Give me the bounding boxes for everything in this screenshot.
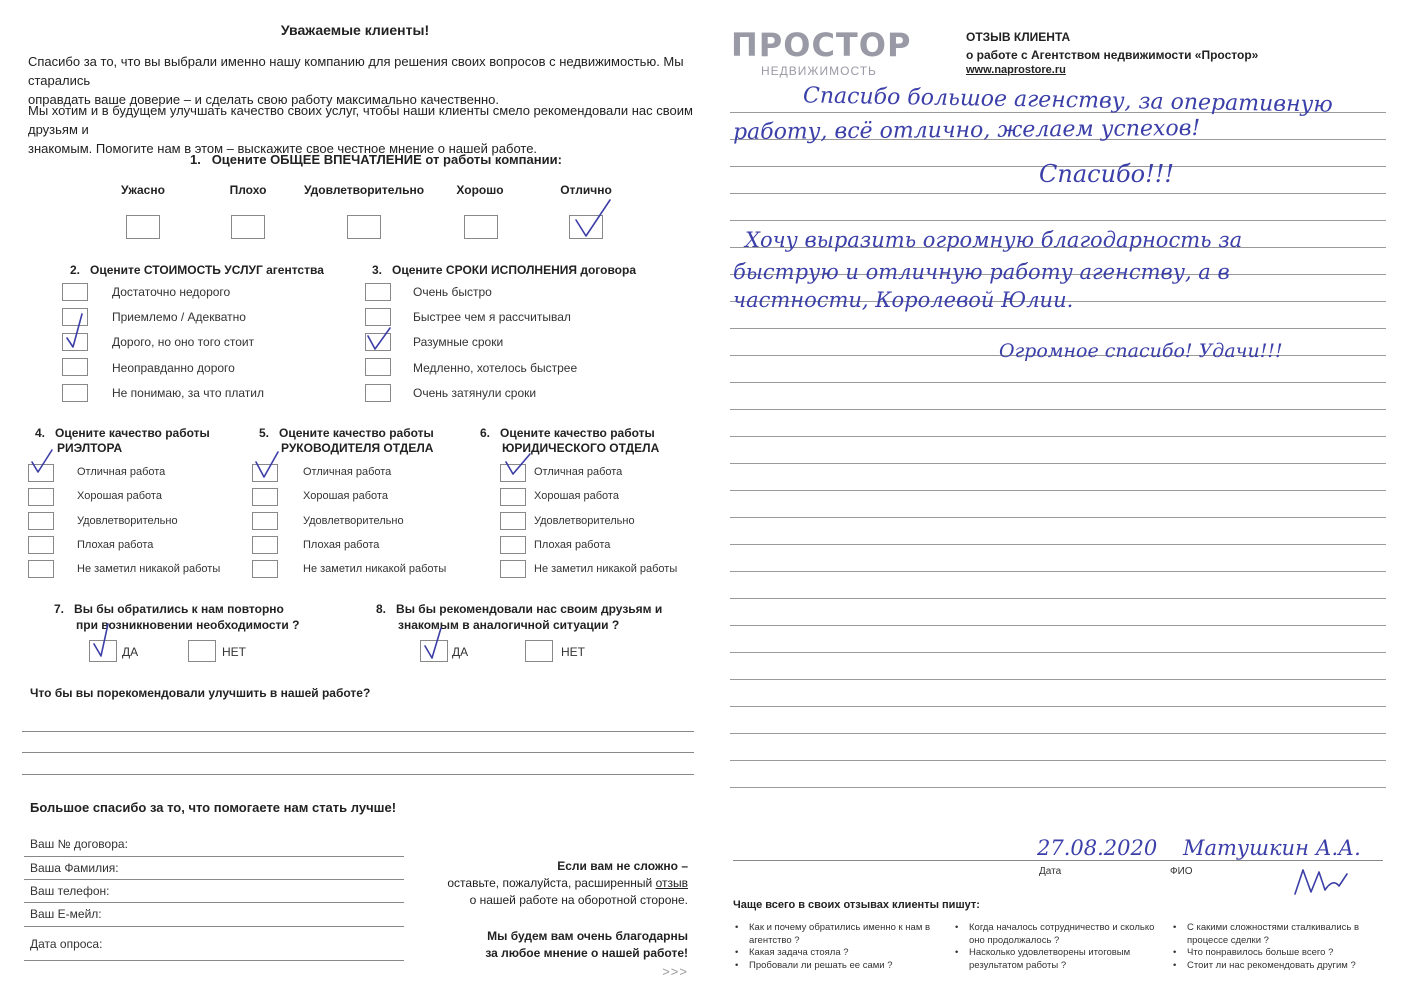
- q5-option: Не заметил никакой работы: [303, 563, 447, 575]
- review-page: [703, 0, 1406, 1000]
- q4-title: [35, 426, 210, 456]
- q5-checkbox[interactable]: [252, 488, 278, 506]
- q4-option: Не заметил никакой работы: [77, 563, 221, 575]
- q6-option: Отличная работа: [534, 466, 623, 478]
- review-ruled-line[interactable]: [730, 409, 1386, 410]
- q2-option: Достаточно недорого: [112, 285, 231, 299]
- q4-checkbox[interactable]: [28, 560, 54, 578]
- tip-item: • Стоит ли нас рекомендовать другим ?: [1173, 959, 1356, 971]
- review-ruled-line[interactable]: [730, 787, 1386, 788]
- q1-option-label: Ужасно: [121, 183, 165, 197]
- q7-no-checkbox[interactable]: [188, 640, 216, 662]
- q1-number: 1.: [190, 152, 201, 167]
- handwritten-line: быструю и отличную работу агенству, а в: [733, 260, 1230, 284]
- q3-title-text: Оцените СРОКИ ИСПОЛНЕНИЯ договора: [392, 263, 637, 277]
- surname-field[interactable]: [24, 879, 404, 880]
- q3-checkbox[interactable]: [365, 384, 391, 402]
- q8-yes-label: ДА: [452, 645, 469, 659]
- intro1-line1: Спасибо за то, что вы выбрали именно нашу компанию для решения своих вопросов с недвижимостью. Мы старались: [28, 54, 684, 88]
- tip-item: • Когда началось сотрудничество и сколько оно продолжалось ?: [955, 922, 1155, 946]
- q5-checkbox[interactable]: [252, 512, 278, 530]
- tip-text: Что понравилось больше всего ?: [1187, 947, 1334, 958]
- intro-paragraph-2: [28, 101, 698, 158]
- q6-option: Не заметил никакой работы: [534, 563, 678, 575]
- q8-number: 8.: [376, 602, 387, 616]
- q1-checkbox-satisfactory[interactable]: [347, 215, 381, 239]
- q6-title-line2: ЮРИДИЧЕСКОГО ОТДЕЛА: [502, 441, 660, 455]
- q2-checkbox[interactable]: [62, 358, 88, 376]
- prostor-logo: ПРОСТОР: [731, 26, 912, 64]
- tip-item: • Какая задача стояла ?: [735, 947, 849, 958]
- improve-answer-line[interactable]: [22, 752, 694, 753]
- note-line2-text: оставьте, пожалуйста, расширенный: [447, 876, 656, 890]
- q3-option: Медленно, хотелось быстрее: [413, 361, 578, 375]
- q7-yes-label: ДА: [122, 645, 139, 659]
- q6-check-mark-icon: [504, 452, 534, 478]
- q8-title: [376, 601, 662, 633]
- q1-checkbox-good[interactable]: [464, 215, 498, 239]
- q3-option: Очень быстро: [413, 285, 492, 299]
- q5-title-line2: РУКОВОДИТЕЛЯ ОТДЕЛА: [281, 441, 434, 455]
- contract-number-field[interactable]: [24, 856, 404, 857]
- q4-number: 4.: [35, 426, 46, 440]
- email-field[interactable]: [24, 926, 404, 927]
- handwritten-line: Спасибо!!!: [1039, 160, 1175, 188]
- handwritten-fio: Матушкин А.А.: [1183, 836, 1361, 860]
- review-ruled-line[interactable]: [730, 220, 1386, 221]
- q7-title-line1: Вы бы обратились к нам повторно: [74, 602, 284, 616]
- next-page-arrows: >>>: [662, 964, 688, 979]
- q5-option: Хорошая работа: [303, 490, 388, 502]
- improve-answer-line[interactable]: [22, 731, 694, 732]
- tip-text: С какими сложностями сталкивались в процессе сделки ?: [1187, 922, 1360, 946]
- q2-number: 2.: [70, 263, 81, 277]
- q3-option: Разумные сроки: [413, 335, 504, 349]
- review-ruled-line[interactable]: [730, 679, 1386, 680]
- review-title: ОТЗЫВ КЛИЕНТА: [966, 30, 1071, 44]
- review-ruled-line[interactable]: [730, 625, 1386, 626]
- tips-column-3: [1173, 922, 1373, 972]
- tip-item: • Пробовали ли решать ее сами ?: [735, 959, 893, 971]
- email-label: Ваш Е-мейл:: [30, 907, 102, 921]
- q7-title-line2: при возникновении необходимости ?: [76, 618, 300, 632]
- q5-option: Плохая работа: [303, 539, 380, 551]
- review-ruled-line[interactable]: [730, 463, 1386, 464]
- q5-number: 5.: [259, 426, 270, 440]
- q3-option: Быстрее чем я рассчитывал: [413, 310, 571, 324]
- date-fio-line[interactable]: [733, 860, 1383, 861]
- tip-text: Пробовали ли решать ее сами ?: [749, 959, 893, 971]
- q2-option: Приемлемо / Адекватно: [112, 310, 246, 324]
- grateful-line1: Мы будем вам очень благодарны: [487, 929, 688, 943]
- q4-checkbox[interactable]: [28, 488, 54, 506]
- phone-label: Ваш телефон:: [30, 884, 110, 898]
- q4-option: Хорошая работа: [77, 490, 162, 502]
- review-ruled-line[interactable]: [730, 328, 1386, 329]
- signature-icon: [1293, 864, 1353, 900]
- q5-option: Удовлетворительно: [303, 515, 404, 527]
- q1-option-label: Хорошо: [456, 183, 504, 197]
- surname-label: Ваша Фамилия:: [30, 861, 119, 875]
- improve-answer-line[interactable]: [22, 774, 694, 775]
- tip-text: Какая задача стояла ?: [749, 947, 849, 958]
- q3-checkbox[interactable]: [365, 308, 391, 326]
- review-ruled-line[interactable]: [730, 382, 1386, 383]
- fio-label: ФИО: [1170, 866, 1193, 877]
- review-ruled-line[interactable]: [730, 598, 1386, 599]
- q6-option: Плохая работа: [534, 539, 611, 551]
- tips-column-2: [955, 922, 1165, 972]
- q4-checkbox[interactable]: [28, 536, 54, 554]
- tips-title: Чаще всего в своих отзывах клиенты пишут:: [733, 899, 980, 911]
- review-ruled-line[interactable]: [730, 706, 1386, 707]
- review-ruled-line[interactable]: [730, 544, 1386, 545]
- grateful-line2: за любое мнение о нашей работе!: [485, 946, 688, 960]
- q2-option: Не понимаю, за что платил: [112, 386, 265, 400]
- review-ruled-line[interactable]: [730, 193, 1386, 194]
- q6-option: Хорошая работа: [534, 490, 619, 502]
- q5-checkbox[interactable]: [252, 560, 278, 578]
- contract-number-label: Ваш № договора:: [30, 837, 128, 851]
- q6-title-line1: Оцените качество работы: [500, 426, 655, 440]
- q3-number: 3.: [372, 263, 383, 277]
- q2-title: [70, 263, 324, 277]
- tips-column-1: [735, 922, 935, 972]
- tip-item: • Насколько удовлетворены итоговым результатом работы ?: [955, 947, 1131, 971]
- q1-option-label: Отлично: [560, 183, 612, 197]
- q2-check-mark-icon: [64, 312, 90, 350]
- tip-item: • Что понравилось больше всего ?: [1173, 947, 1334, 958]
- q6-number: 6.: [480, 426, 491, 440]
- q1-checkbox-awful[interactable]: [126, 215, 160, 239]
- q3-title: [372, 263, 636, 277]
- q5-option: Отличная работа: [303, 466, 392, 478]
- handwritten-line: Спасибо большое агенству, за оперативную: [802, 83, 1333, 118]
- q1-option-label: Плохо: [229, 183, 267, 197]
- review-ruled-line[interactable]: [730, 436, 1386, 437]
- review-subtitle: о работе с Агентством недвижимости «Простор»: [966, 48, 1259, 62]
- q8-no-checkbox[interactable]: [525, 640, 553, 662]
- q5-check-mark-icon: [254, 450, 282, 480]
- q2-option: Дорого, но оно того стоит: [112, 335, 255, 349]
- greeting: Уважаемые клиенты!: [280, 22, 430, 38]
- q3-checkbox[interactable]: [365, 283, 391, 301]
- q4-option: Плохая работа: [77, 539, 154, 551]
- review-link[interactable]: отзыв: [655, 876, 688, 890]
- q1-option-label: Удовлетворительно: [303, 183, 425, 197]
- q8-title-line2: знакомым в аналогичной ситуации ?: [398, 618, 620, 632]
- logo-subtitle: НЕДВИЖИМОСТЬ: [761, 64, 877, 78]
- review-note: [400, 858, 688, 909]
- q3-option: Очень затянули сроки: [413, 386, 537, 400]
- website-link[interactable]: www.naprostore.ru: [966, 64, 1066, 76]
- note-line2: [400, 875, 688, 892]
- q1-title: [190, 152, 562, 167]
- q5-title: [259, 426, 434, 456]
- q2-checkbox[interactable]: [62, 283, 88, 301]
- note-bold: Если вам не сложно –: [557, 859, 688, 873]
- review-ruled-line[interactable]: [730, 733, 1386, 734]
- q4-check-mark-icon: [30, 448, 56, 476]
- survey-date-field[interactable]: [24, 960, 404, 961]
- q5-title-line1: Оцените качество работы: [279, 426, 434, 440]
- q1-title-text: Оцените ОБЩЕЕ ВПЕЧАТЛЕНИЕ от работы компании:: [211, 152, 562, 167]
- tip-text: Насколько удовлетворены итоговым результатом работы ?: [969, 947, 1131, 971]
- review-ruled-line[interactable]: [730, 490, 1386, 491]
- review-ruled-line[interactable]: [730, 517, 1386, 518]
- q4-checkbox[interactable]: [28, 512, 54, 530]
- review-ruled-line[interactable]: [730, 652, 1386, 653]
- tip-text: Когда началось сотрудничество и сколько оно продолжалось ?: [969, 922, 1155, 946]
- handwritten-line: Хочу выразить огромную благодарность за: [745, 228, 1243, 252]
- q4-title-line2: РИЭЛТОРА: [57, 441, 123, 455]
- handwritten-line: работу, всё отлично, желаем успехов!: [732, 115, 1201, 146]
- q7-no-label: НЕТ: [222, 645, 246, 659]
- tip-text: Стоит ли нас рекомендовать другим ?: [1187, 959, 1356, 971]
- q1-check-mark-icon: [574, 196, 614, 240]
- intro2-line2: знакомым. Помогите нам в этом – выскажите свое честное мнение о нашей работе.: [28, 141, 538, 156]
- intro2-line1: Мы хотим и в будущем улучшать качество своих услуг, чтобы наши клиенты смело рекомендовали нас своим друзьям и: [28, 103, 693, 137]
- tip-item: • С какими сложностями сталкивались в процессе сделки ?: [1173, 922, 1360, 946]
- q8-no-label: НЕТ: [561, 645, 585, 659]
- tip-item: • Как и почему обратились именно к нам в агентство ?: [735, 922, 931, 946]
- q2-checkbox[interactable]: [62, 384, 88, 402]
- q6-checkbox[interactable]: [500, 488, 526, 506]
- grateful-note: [400, 928, 688, 962]
- q3-check-mark-icon: [366, 326, 394, 352]
- q4-title-line1: Оцените качество работы: [55, 426, 210, 440]
- q4-option: Удовлетворительно: [77, 515, 178, 527]
- q2-option: Неоправданно дорого: [112, 361, 235, 375]
- review-ruled-line[interactable]: [730, 760, 1386, 761]
- q7-title: [54, 601, 299, 633]
- q6-checkbox[interactable]: [500, 512, 526, 530]
- q1-checkbox-bad[interactable]: [231, 215, 265, 239]
- date-label: Дата: [1039, 866, 1062, 877]
- handwritten-date: 27.08.2020: [1037, 836, 1158, 860]
- phone-field[interactable]: [24, 902, 404, 903]
- q6-checkbox[interactable]: [500, 536, 526, 554]
- q8-check-mark-icon: [423, 626, 447, 662]
- q8-title-line1: Вы бы рекомендовали нас своим друзьям и: [396, 602, 663, 616]
- q4-option: Отличная работа: [77, 466, 166, 478]
- q6-checkbox[interactable]: [500, 560, 526, 578]
- note-line3: о нашей работе на оборотной стороне.: [469, 893, 688, 907]
- intro1-line2: оправдать ваше доверие – и сделать свою работу максимально качественно.: [28, 92, 500, 107]
- handwritten-line: частности, Королевой Юлии.: [733, 288, 1074, 312]
- handwritten-line: Огромное спасибо! Удачи!!!: [999, 340, 1283, 362]
- q6-option: Удовлетворительно: [534, 515, 635, 527]
- q5-checkbox[interactable]: [252, 536, 278, 554]
- review-ruled-line[interactable]: [730, 571, 1386, 572]
- tip-text: Как и почему обратились именно к нам в агентство ?: [749, 922, 931, 946]
- q2-title-text: Оцените СТОИМОСТЬ УСЛУГ агентства: [90, 263, 324, 277]
- q7-number: 7.: [54, 602, 65, 616]
- q3-checkbox[interactable]: [365, 358, 391, 376]
- survey-date-label: Дата опроса:: [30, 937, 103, 951]
- improve-question: Что бы вы порекомендовали улучшить в нашей работе?: [30, 686, 371, 700]
- q7-check-mark-icon: [92, 622, 118, 660]
- thanks-heading: Большое спасибо за то, что помогаете нам стать лучше!: [30, 800, 397, 815]
